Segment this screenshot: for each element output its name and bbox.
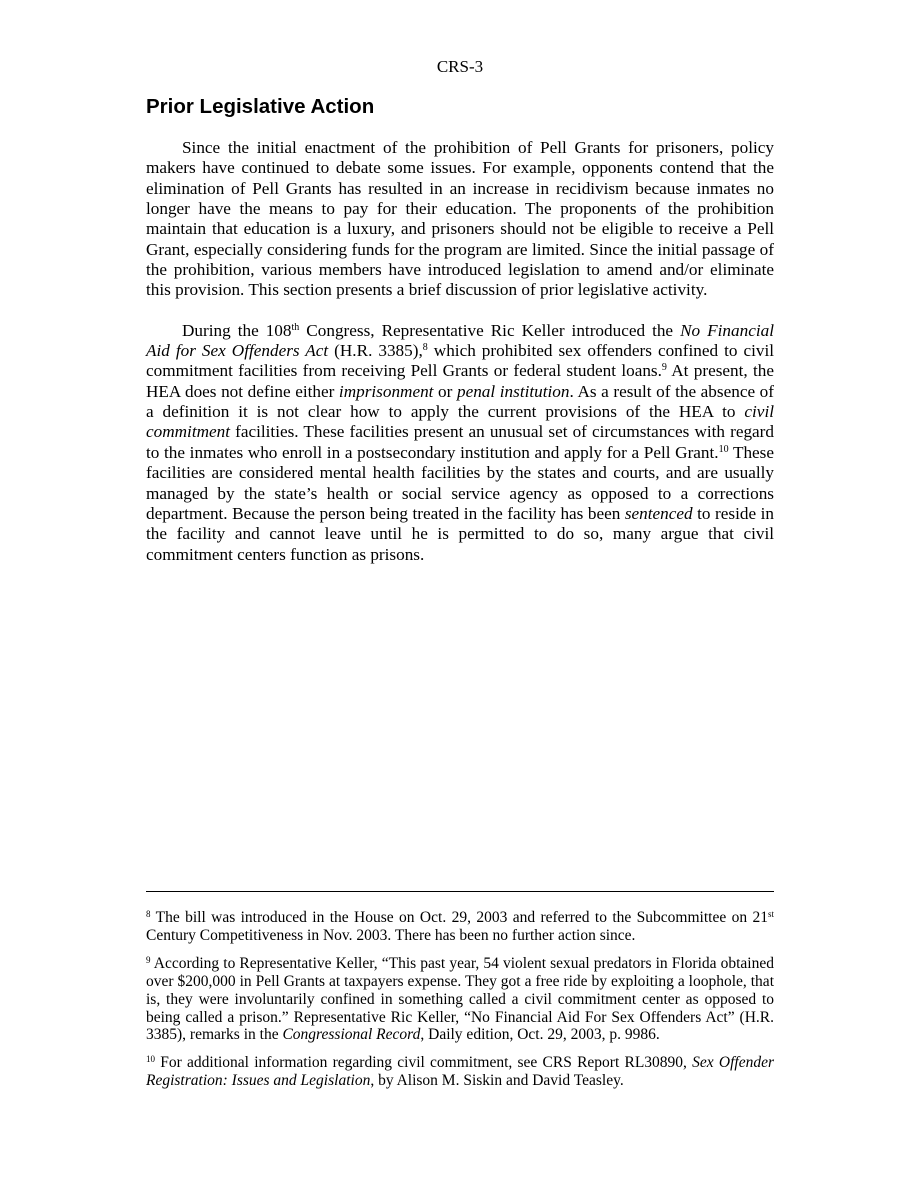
footnote-text: Century Competitiveness in Nov. 2003. There has been no further action since.: [146, 926, 636, 944]
footnote-text: For additional information regarding civil commitment, see CRS Report RL30890,: [155, 1054, 693, 1072]
footnotes: [146, 909, 774, 1100]
paragraph-2-text: or: [433, 381, 457, 401]
body-text: [146, 138, 774, 585]
section-heading: Prior Legislative Action: [146, 95, 375, 118]
paragraph-2-text: to reside in the facility and cannot leave until he is permitted to do so, many argue that civil commitment centers function as prisons.: [146, 503, 774, 564]
paragraph-2-text: During the 108: [182, 320, 292, 340]
footnote-number: 9: [146, 954, 151, 965]
ordinal-superscript: th: [291, 321, 300, 333]
paragraph-2-text: Congress, Representative Ric Keller introduced the: [299, 320, 681, 340]
footnote-text: , Daily edition, Oct. 29, 2003, p. 9986.: [420, 1026, 660, 1044]
footnote-number: 10: [146, 1054, 155, 1065]
footnote-8: [146, 909, 774, 945]
paragraph-1: Since the initial enactment of the prohibition of Pell Grants for prisoners, policy makers have continued to debate some issues. For example, opponents contend that the elimination of Pell Grants has resulted in an increase in recidivism because inmates no longer have the means to pay for their education. The proponents of the prohibition maintain that education is a luxury, and prisoners should not be eligible to receive a Pell Grant, especially considering funds for the program are limited. Since the initial passage of the prohibition, various members have introduced legislation to amend and/or eliminate this provision. This section presents a brief discussion of prior legislative activity.: [146, 138, 774, 300]
ordinal-superscript: st: [767, 909, 774, 919]
footnote-text: , by Alison M. Siskin and David Teasley.: [370, 1072, 624, 1090]
paragraph-2-text: These facilities are considered mental health facilities by the states and courts, and are usually managed by the state’s health or social service agency as opposed to a corrections department. Because the person being treated in the facility has been: [146, 442, 774, 523]
paragraph-2-text: (H.R. 3385),: [328, 341, 423, 361]
footnote-9: [146, 955, 774, 1045]
term-penal-institution: penal institution: [456, 381, 570, 401]
page-number: CRS-3: [436, 57, 484, 76]
act-title: No Financial Aid for Sex Offenders Act: [146, 320, 774, 361]
paragraph-2-text: facilities. These facilities present an unusual set of circumstances with regard to the inmates who enroll in a postsecondary institution and apply for a Pell Grant.: [146, 422, 774, 462]
paragraph-2-text: which prohibited sex offenders confined to civil commitment facilities from receiving Pell Grants or federal student loans.: [146, 341, 775, 381]
source-title: Congressional Record: [282, 1026, 421, 1044]
footnote-10: [146, 1054, 774, 1090]
footnote-ref-10[interactable]: 10: [718, 443, 729, 455]
footnote-ref-8[interactable]: 8: [422, 342, 428, 354]
paragraph-2-text: At present, the HEA does not define either: [146, 361, 774, 401]
footnote-text: The bill was introduced in the House on Oct. 29, 2003 and referred to the Subcommittee on 21: [150, 909, 768, 926]
report-title: Sex Offender Registration: Issues and Legislation: [146, 1054, 774, 1090]
footnote-separator: [146, 891, 774, 892]
footnote-text: According to Representative Keller, “This past year, 54 violent sexual predators in Florida obtained over $200,000 in Pell Grants at taxpayers expense. They got a free ride by exploiting a loophole, that is, they were involuntarily confined in something called a civil commitment center as opposed to being called a prison.” Representative Ric Keller, “No Financial Aid For Sex Offenders Act” (H.R. 3385), remarks in the: [146, 954, 774, 1044]
paragraph-2: [146, 321, 774, 565]
term-imprisonment: imprisonment: [338, 381, 434, 401]
footnote-number: 8: [146, 909, 151, 919]
term-sentenced: sentenced: [624, 503, 693, 523]
term-civil-commitment: civil commitment: [146, 402, 774, 442]
footnote-ref-9[interactable]: 9: [661, 362, 667, 374]
paragraph-2-text: . As a result of the absence of a definition it is not clear how to apply the current provisions of the HEA to: [146, 381, 774, 422]
